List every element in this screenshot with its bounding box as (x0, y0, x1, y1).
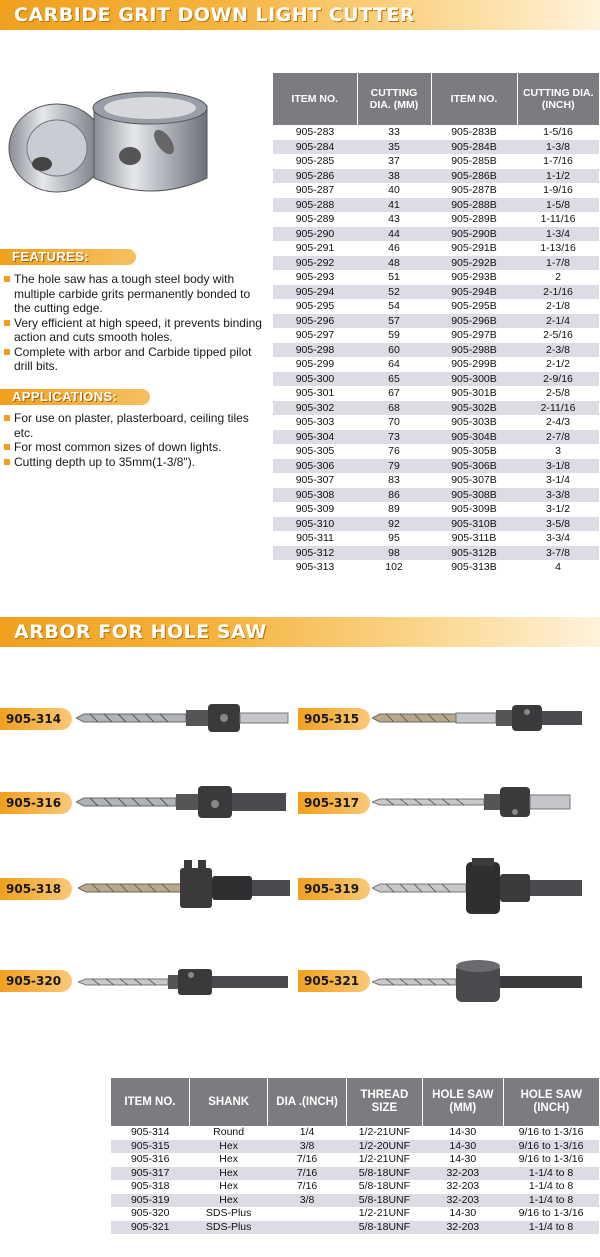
table-row (273, 401, 599, 416)
table-cell: 905-311B (431, 531, 517, 546)
col-header: CUTTING DIA. (MM) (357, 73, 431, 125)
table-cell: 9/16 to 1-3/16 (503, 1126, 599, 1140)
table-row (273, 241, 599, 256)
table-cell: 7/16 (268, 1153, 346, 1167)
table-cell: 905-313B (431, 560, 517, 575)
table-cell: 32-203 (423, 1221, 504, 1235)
table-cell: 905-319 (111, 1194, 189, 1208)
table-cell: 3-5/8 (517, 517, 599, 532)
table-cell: 905-312 (273, 546, 357, 561)
table-cell: 905-285 (273, 154, 357, 169)
table-cell: 60 (357, 343, 431, 358)
table-cell (268, 1207, 346, 1221)
table-row (273, 125, 599, 140)
table-row (111, 1207, 599, 1221)
section-title: CARBIDE GRIT DOWN LIGHT CUTTER (14, 4, 416, 26)
table-cell: 14-30 (423, 1126, 504, 1140)
table-cell: 905-297B (431, 328, 517, 343)
table-cell: 905-317 (111, 1167, 189, 1181)
arbor-label: 905-320 (0, 970, 72, 992)
table-cell: 1-1/2 (517, 169, 599, 184)
arbor-spec-table (111, 1078, 599, 1234)
table-cell: 905-290B (431, 227, 517, 242)
table-row (273, 502, 599, 517)
table-cell: 38 (357, 169, 431, 184)
table-cell: 3-3/4 (517, 531, 599, 546)
table-cell: 905-291B (431, 241, 517, 256)
table-cell: 2-9/16 (517, 372, 599, 387)
table-row (111, 1180, 599, 1194)
arbor-image (76, 700, 290, 736)
table-row (273, 169, 599, 184)
table-cell: 905-316 (111, 1153, 189, 1167)
table-row (273, 328, 599, 343)
table-cell: 1/4 (268, 1126, 346, 1140)
col-header: HOLE SAW (INCH) (503, 1078, 599, 1126)
table-cell: 905-321 (111, 1221, 189, 1235)
table-cell: 92 (357, 517, 431, 532)
table-cell: 54 (357, 299, 431, 314)
table-row (273, 256, 599, 271)
table-row (273, 444, 599, 459)
table-row (273, 270, 599, 285)
table-cell: 905-309 (273, 502, 357, 517)
table-cell: 905-294B (431, 285, 517, 300)
table-cell: 905-289B (431, 212, 517, 227)
table-row (111, 1167, 599, 1181)
table-cell: 5/8-18UNF (346, 1167, 422, 1181)
table-cell: 1-11/16 (517, 212, 599, 227)
table-cell: 905-292B (431, 256, 517, 271)
table-cell: 9/16 to 1-3/16 (503, 1153, 599, 1167)
table-cell: 2-5/16 (517, 328, 599, 343)
table-cell: 46 (357, 241, 431, 256)
table-cell: 905-308 (273, 488, 357, 503)
table-cell: 68 (357, 401, 431, 416)
table-row (273, 372, 599, 387)
table-row (273, 459, 599, 474)
table-cell: 5/8-18UNF (346, 1180, 422, 1194)
table-cell: 2-7/8 (517, 430, 599, 445)
table-row (111, 1221, 599, 1235)
table-cell: 1/2-20UNF (346, 1140, 422, 1154)
cutter-size-table (273, 73, 599, 575)
table-cell: 905-303B (431, 415, 517, 430)
section-banner-cutter (0, 0, 600, 30)
table-cell: 905-294 (273, 285, 357, 300)
table-cell: 5/8-18UNF (346, 1194, 422, 1208)
table-cell: 905-313 (273, 560, 357, 575)
table-cell: 1-9/16 (517, 183, 599, 198)
table-header-row (273, 73, 599, 125)
table-cell: 905-286B (431, 169, 517, 184)
arbor-image (372, 856, 586, 918)
table-row (273, 560, 599, 575)
table-row (273, 430, 599, 445)
table-row (273, 357, 599, 372)
table-cell: 44 (357, 227, 431, 242)
table-cell: 905-311 (273, 531, 357, 546)
table-cell: 905-288 (273, 198, 357, 213)
table-row (273, 198, 599, 213)
table-row (111, 1194, 599, 1208)
table-cell: 2-1/4 (517, 314, 599, 329)
table-row (111, 1140, 599, 1154)
table-cell: 57 (357, 314, 431, 329)
table-cell: 3/8 (268, 1140, 346, 1154)
table-cell: 98 (357, 546, 431, 561)
table-cell: 905-288B (431, 198, 517, 213)
table-cell: 905-314 (111, 1126, 189, 1140)
table-cell: 905-315 (111, 1140, 189, 1154)
table-cell: 3-3/8 (517, 488, 599, 503)
table-cell: 905-306 (273, 459, 357, 474)
table-cell: 905-283 (273, 125, 357, 140)
table-cell: 73 (357, 430, 431, 445)
table-cell: Hex (189, 1140, 267, 1154)
table-cell: 52 (357, 285, 431, 300)
table-cell: 89 (357, 502, 431, 517)
arbor-image (372, 956, 586, 1006)
arbor-image (76, 784, 290, 820)
table-cell: 9/16 to 1-3/16 (503, 1207, 599, 1221)
table-cell: 67 (357, 386, 431, 401)
table-cell: 1/2-21UNF (346, 1207, 422, 1221)
table-cell: 905-310B (431, 517, 517, 532)
table-cell: SDS-Plus (189, 1207, 267, 1221)
table-cell: 83 (357, 473, 431, 488)
table-cell: 48 (357, 256, 431, 271)
col-header: DIA .(INCH) (268, 1078, 346, 1126)
table-cell: 65 (357, 372, 431, 387)
table-cell: 64 (357, 357, 431, 372)
table-cell: 905-320 (111, 1207, 189, 1221)
section-banner-arbor (0, 617, 600, 647)
table-cell: 3 (517, 444, 599, 459)
table-cell: 32-203 (423, 1180, 504, 1194)
table-cell: 37 (357, 154, 431, 169)
table-cell: 2-1/8 (517, 299, 599, 314)
table-row (273, 227, 599, 242)
table-cell: 905-293B (431, 270, 517, 285)
table-cell: 905-318 (111, 1180, 189, 1194)
table-cell: 2-3/8 (517, 343, 599, 358)
applications-list (4, 411, 266, 469)
table-row (273, 212, 599, 227)
table-cell: 905-302B (431, 401, 517, 416)
table-cell: 1-1/4 to 8 (503, 1221, 599, 1235)
col-header: CUTTING DIA. (INCH) (517, 73, 599, 125)
features-list (4, 272, 266, 374)
table-cell: 9/16 to 1-3/16 (503, 1140, 599, 1154)
table-cell: 2-5/8 (517, 386, 599, 401)
list-item: Very efficient at high speed, it prevents binding action and cuts smooth holes. (4, 316, 266, 345)
table-cell: 14-30 (423, 1207, 504, 1221)
table-row (273, 285, 599, 300)
table-cell: 905-286 (273, 169, 357, 184)
table-cell: 2-1/16 (517, 285, 599, 300)
table-cell: 905-298 (273, 343, 357, 358)
table-cell: 905-308B (431, 488, 517, 503)
table-cell: 905-299 (273, 357, 357, 372)
table-cell: 905-307 (273, 473, 357, 488)
table-cell: 1-5/8 (517, 198, 599, 213)
table-cell: 76 (357, 444, 431, 459)
table-row (111, 1153, 599, 1167)
table-cell: SDS-Plus (189, 1221, 267, 1235)
table-cell: 35 (357, 140, 431, 155)
col-header: ITEM NO. (431, 73, 517, 125)
table-cell: 905-295 (273, 299, 357, 314)
arbor-image (78, 856, 292, 918)
table-cell: 905-289 (273, 212, 357, 227)
features-heading: FEATURES: (0, 249, 136, 265)
table-cell: 59 (357, 328, 431, 343)
arbor-label: 905-321 (298, 970, 370, 992)
table-row (273, 299, 599, 314)
table-row (273, 415, 599, 430)
list-item: Complete with arbor and Carbide tipped pilot drill bits. (4, 345, 266, 374)
table-cell: 1-1/4 to 8 (503, 1194, 599, 1208)
col-header: ITEM NO. (111, 1078, 189, 1126)
table-cell: 14-30 (423, 1153, 504, 1167)
table-cell: Hex (189, 1194, 267, 1208)
table-cell: 905-302 (273, 401, 357, 416)
table-cell: 905-290 (273, 227, 357, 242)
table-cell: 905-287 (273, 183, 357, 198)
table-cell: 1-7/8 (517, 256, 599, 271)
col-header: HOLE SAW (MM) (423, 1078, 504, 1126)
arbor-label: 905-315 (298, 708, 370, 730)
arbor-label: 905-317 (298, 792, 370, 814)
table-row (111, 1126, 599, 1140)
table-cell: 905-297 (273, 328, 357, 343)
table-cell: 70 (357, 415, 431, 430)
table-cell: 2-1/2 (517, 357, 599, 372)
table-cell: 33 (357, 125, 431, 140)
table-cell: 40 (357, 183, 431, 198)
list-item: The hole saw has a tough steel body with multiple carbide grits permanently bonded to the cutting edge. (4, 272, 266, 316)
table-cell: 905-304 (273, 430, 357, 445)
table-cell: 905-292 (273, 256, 357, 271)
table-cell: 905-296 (273, 314, 357, 329)
arbor-image (372, 784, 586, 820)
table-cell: 7/16 (268, 1167, 346, 1181)
table-cell: 905-291 (273, 241, 357, 256)
table-row (273, 531, 599, 546)
table-cell: 102 (357, 560, 431, 575)
table-cell: 905-303 (273, 415, 357, 430)
table-cell: 3-1/2 (517, 502, 599, 517)
arbor-label: 905-316 (0, 792, 72, 814)
arbor-label: 905-314 (0, 708, 72, 730)
hole-saw-image (2, 86, 272, 206)
table-cell: 905-299B (431, 357, 517, 372)
table-cell: 3-1/4 (517, 473, 599, 488)
table-cell: 2-4/3 (517, 415, 599, 430)
arbor-image (78, 964, 292, 1000)
table-cell: 905-305 (273, 444, 357, 459)
table-cell: 51 (357, 270, 431, 285)
table-cell: 905-304B (431, 430, 517, 445)
table-cell: Hex (189, 1167, 267, 1181)
arbor-image (372, 700, 586, 736)
table-cell: 95 (357, 531, 431, 546)
table-cell: Hex (189, 1153, 267, 1167)
table-cell: 4 (517, 560, 599, 575)
section-title: ARBOR FOR HOLE SAW (14, 621, 267, 643)
table-cell (268, 1221, 346, 1235)
table-row (273, 314, 599, 329)
table-cell: 905-310 (273, 517, 357, 532)
table-row (273, 546, 599, 561)
table-header-row (111, 1078, 599, 1126)
table-cell: 86 (357, 488, 431, 503)
list-item: For most common sizes of down lights. (4, 440, 266, 455)
table-cell: 3/8 (268, 1194, 346, 1208)
table-row (273, 517, 599, 532)
col-header: THREAD SIZE (346, 1078, 422, 1126)
table-row (273, 154, 599, 169)
table-cell: 905-300 (273, 372, 357, 387)
list-item: Cutting depth up to 35mm(1-3/8"). (4, 455, 266, 470)
table-cell: 905-301 (273, 386, 357, 401)
table-cell: 1/2-21UNF (346, 1126, 422, 1140)
table-cell: 2-11/16 (517, 401, 599, 416)
table-cell: 905-306B (431, 459, 517, 474)
table-cell: 5/8-18UNF (346, 1221, 422, 1235)
table-cell: 2 (517, 270, 599, 285)
table-cell: 905-309B (431, 502, 517, 517)
table-cell: 1/2-21UNF (346, 1153, 422, 1167)
table-cell: 14-30 (423, 1140, 504, 1154)
table-cell: 41 (357, 198, 431, 213)
table-cell: 32-203 (423, 1167, 504, 1181)
table-cell: 905-307B (431, 473, 517, 488)
table-cell: Round (189, 1126, 267, 1140)
table-cell: 1-13/16 (517, 241, 599, 256)
table-cell: 905-296B (431, 314, 517, 329)
table-cell: 905-284B (431, 140, 517, 155)
table-cell: 905-301B (431, 386, 517, 401)
table-row (273, 473, 599, 488)
table-cell: 3-7/8 (517, 546, 599, 561)
table-cell: 1-1/4 to 8 (503, 1180, 599, 1194)
table-cell: 905-287B (431, 183, 517, 198)
table-cell: 905-285B (431, 154, 517, 169)
arbor-label: 905-318 (0, 878, 72, 900)
table-cell: 905-298B (431, 343, 517, 358)
table-cell: 7/16 (268, 1180, 346, 1194)
table-cell: 3-1/8 (517, 459, 599, 474)
list-item: For use on plaster, plasterboard, ceiling tiles etc. (4, 411, 266, 440)
table-cell: 79 (357, 459, 431, 474)
table-cell: 32-203 (423, 1194, 504, 1208)
arbor-label: 905-319 (298, 878, 370, 900)
table-cell: 1-3/8 (517, 140, 599, 155)
table-cell: 905-305B (431, 444, 517, 459)
table-row (273, 386, 599, 401)
table-cell: 905-300B (431, 372, 517, 387)
table-cell: 1-7/16 (517, 154, 599, 169)
table-cell: 905-293 (273, 270, 357, 285)
table-cell: 1-5/16 (517, 125, 599, 140)
table-cell: 1-1/4 to 8 (503, 1167, 599, 1181)
col-header: ITEM NO. (273, 73, 357, 125)
table-cell: 905-283B (431, 125, 517, 140)
col-header: SHANK (189, 1078, 267, 1126)
table-row (273, 183, 599, 198)
table-cell: 905-312B (431, 546, 517, 561)
table-cell: 1-3/4 (517, 227, 599, 242)
table-cell: 43 (357, 212, 431, 227)
applications-heading: APPLICATIONS: (0, 389, 150, 405)
table-cell: 905-295B (431, 299, 517, 314)
table-cell: 905-284 (273, 140, 357, 155)
table-row (273, 343, 599, 358)
table-row (273, 140, 599, 155)
table-cell: Hex (189, 1180, 267, 1194)
table-row (273, 488, 599, 503)
